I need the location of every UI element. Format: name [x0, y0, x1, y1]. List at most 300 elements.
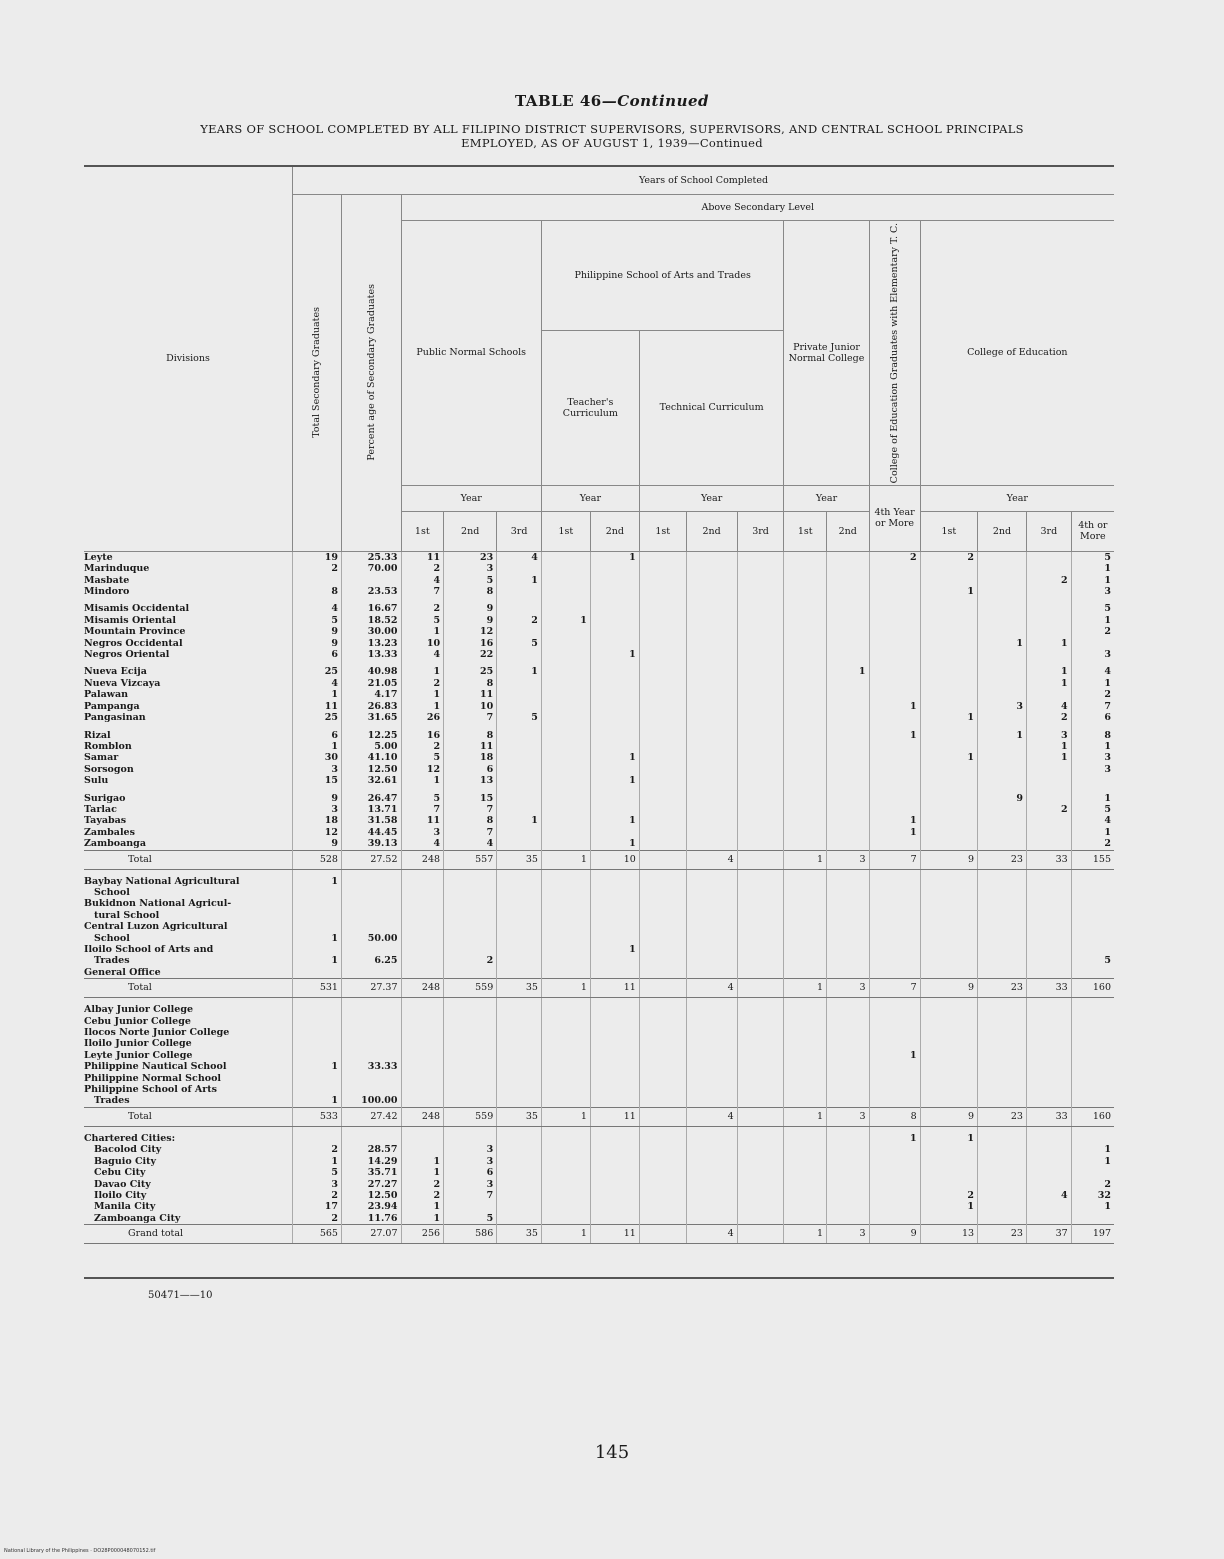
table-cell: [686, 701, 737, 712]
technical-curriculum-header: Technical Curriculum: [639, 331, 784, 486]
table-cell: [978, 1201, 1027, 1212]
table-cell: [737, 898, 784, 909]
table-cell: [1071, 933, 1114, 944]
table-cell: [1026, 1156, 1071, 1167]
table-cell: [686, 741, 737, 752]
coe-graduates-header: College of Education Graduates with Elementary T. C.: [869, 220, 920, 485]
table-cell: 1: [784, 1107, 827, 1126]
table-cell: 12.25: [341, 730, 401, 741]
table-cell: [1026, 815, 1071, 826]
table-cell: [686, 666, 737, 677]
table-cell: [497, 678, 542, 689]
table-cell: [978, 649, 1027, 660]
table-cell: [827, 1133, 870, 1144]
table-cell: [869, 1213, 920, 1225]
table-cell: [978, 827, 1027, 838]
table-cell: [1026, 551, 1071, 563]
table-cell: [686, 626, 737, 637]
table-cell: 1: [869, 730, 920, 741]
table-cell: [590, 666, 639, 677]
table-cell: 4: [293, 678, 342, 689]
table-cell: [784, 1213, 827, 1225]
table-cell: 1: [590, 775, 639, 786]
table-cell: 2: [293, 1213, 342, 1225]
table-cell: [497, 775, 542, 786]
table-cell: [869, 1179, 920, 1190]
table-cell: [686, 1179, 737, 1190]
table-cell: [827, 1061, 870, 1072]
row-label: Pampanga: [84, 700, 140, 712]
row-label: Manila City: [94, 1201, 156, 1213]
table-cell: 1: [401, 1156, 444, 1167]
table-row: [84, 752, 1114, 763]
table-cell: [827, 1004, 870, 1015]
table-cell: [341, 1038, 401, 1049]
row-label: Total: [84, 850, 293, 869]
table-cell: 1: [920, 1201, 977, 1212]
table-cell: [920, 1156, 977, 1167]
table-cell: [686, 1190, 737, 1201]
row-label: Bacolod City: [94, 1144, 162, 1156]
table-cell: [444, 1050, 497, 1061]
table-cell: 4: [1026, 1190, 1071, 1201]
table-cell: [341, 1073, 401, 1084]
table-cell: [737, 712, 784, 723]
table-cell: [639, 793, 686, 804]
table-cell: [401, 1016, 444, 1027]
table-cell: [737, 876, 784, 887]
table-cell: [784, 741, 827, 752]
table-row: [84, 1156, 1114, 1167]
table-cell: [1026, 1061, 1071, 1072]
table-cell: [1026, 764, 1071, 775]
table-cell: 8: [444, 730, 497, 741]
table-cell: [401, 1073, 444, 1084]
table-cell: [978, 876, 1027, 887]
table-cell: 9: [920, 850, 977, 869]
table-cell: [686, 712, 737, 723]
table-cell: [1071, 1084, 1114, 1095]
table-cell: [497, 838, 542, 850]
table-cell: 4.17: [341, 689, 401, 700]
table-cell: [784, 626, 827, 637]
table-cell: [827, 1016, 870, 1027]
table-cell: [1071, 775, 1114, 786]
total-row: [84, 850, 1114, 869]
psat-header: Philippine School of Arts and Trades: [541, 220, 784, 331]
table-cell: [639, 838, 686, 850]
table-cell: [1071, 967, 1114, 979]
table-cell: [827, 921, 870, 932]
table-cell: [590, 1061, 639, 1072]
table-cell: 4: [293, 603, 342, 614]
table-cell: [784, 666, 827, 677]
table-row: [84, 898, 1114, 909]
table-cell: [737, 575, 784, 586]
table-title: TABLE 46—Continued: [514, 92, 710, 110]
table-cell: [827, 898, 870, 909]
table-cell: [444, 967, 497, 979]
table-cell: [686, 775, 737, 786]
row-label: Zamboanga: [84, 838, 146, 850]
table-cell: [737, 1027, 784, 1038]
table-row: [84, 575, 1114, 586]
row-label: Misamis Occidental: [84, 603, 190, 615]
table-cell: 1: [1071, 1144, 1114, 1155]
table-cell: 15: [444, 793, 497, 804]
row-label: Iloilo Junior College: [84, 1038, 192, 1050]
table-cell: [827, 955, 870, 966]
table-cell: [686, 933, 737, 944]
table-cell: [497, 804, 542, 815]
table-cell: [1071, 921, 1114, 932]
table-cell: 5: [1071, 955, 1114, 966]
table-cell: [590, 827, 639, 838]
table-cell: 27.37: [341, 979, 401, 998]
table-cell: [784, 876, 827, 887]
college-of-education-header: College of Education: [920, 220, 1114, 485]
table-cell: [401, 1038, 444, 1049]
table-cell: [541, 1190, 590, 1201]
table-row: [84, 1144, 1114, 1155]
table-cell: [869, 838, 920, 850]
table-cell: 3: [444, 563, 497, 574]
table-body: [84, 551, 1114, 1243]
table-cell: [590, 1190, 639, 1201]
table-cell: [784, 1050, 827, 1061]
table-cell: [444, 1004, 497, 1015]
table-cell: [784, 1179, 827, 1190]
table-cell: 13.33: [341, 649, 401, 660]
table-cell: [639, 979, 686, 998]
table-cell: [541, 603, 590, 614]
table-cell: [541, 701, 590, 712]
table-row: [84, 666, 1114, 677]
table-cell: 11: [590, 1107, 639, 1126]
table-cell: [590, 603, 639, 614]
table-cell: 22: [444, 649, 497, 660]
table-cell: [784, 898, 827, 909]
table-cell: 3: [1071, 764, 1114, 775]
table-cell: 10: [401, 638, 444, 649]
table-cell: 7: [1071, 701, 1114, 712]
table-cell: [639, 1004, 686, 1015]
table-cell: 3: [444, 1179, 497, 1190]
table-cell: 1: [784, 850, 827, 869]
table-cell: 3: [444, 1144, 497, 1155]
table-cell: [1071, 944, 1114, 955]
table-cell: 9: [293, 793, 342, 804]
table-cell: 1: [293, 876, 342, 887]
table-cell: [827, 575, 870, 586]
table-cell: 2: [444, 955, 497, 966]
table-cell: 7: [444, 712, 497, 723]
table-cell: [444, 1084, 497, 1095]
table-cell: [1071, 1050, 1114, 1061]
table-cell: [686, 603, 737, 614]
table-cell: 4: [686, 850, 737, 869]
years-completed-header: Years of School Completed: [293, 166, 1114, 194]
table-cell: 1: [1026, 638, 1071, 649]
table-cell: [784, 933, 827, 944]
table-cell: [1026, 1179, 1071, 1190]
table-cell: [920, 1016, 977, 1027]
table-cell: [590, 1073, 639, 1084]
table-cell: [978, 804, 1027, 815]
table-cell: 4: [497, 551, 542, 563]
table-cell: 1: [541, 979, 590, 998]
table-cell: 13: [444, 775, 497, 786]
table-cell: [827, 678, 870, 689]
table-cell: [497, 1213, 542, 1225]
table-cell: [827, 638, 870, 649]
table-cell: 33.33: [341, 1061, 401, 1072]
col-2nd: 2nd: [590, 511, 639, 551]
year-header: Year: [541, 485, 639, 511]
table-cell: [869, 666, 920, 677]
table-cell: 9: [293, 626, 342, 637]
table-cell: [827, 615, 870, 626]
table-cell: [920, 793, 977, 804]
table-cell: [827, 1179, 870, 1190]
col-4th-or-more: 4th or More: [1071, 511, 1114, 551]
table-cell: 25: [444, 666, 497, 677]
table-cell: [784, 921, 827, 932]
table-cell: [784, 1133, 827, 1144]
table-cell: [978, 815, 1027, 826]
table-cell: [737, 1167, 784, 1178]
table-cell: 4: [1026, 701, 1071, 712]
table-cell: [590, 1213, 639, 1225]
table-cell: [639, 1061, 686, 1072]
table-cell: [1026, 1038, 1071, 1049]
table-cell: 2: [1026, 804, 1071, 815]
table-cell: [541, 1167, 590, 1178]
table-cell: [639, 563, 686, 574]
table-row: [84, 649, 1114, 660]
table-cell: [1071, 1061, 1114, 1072]
table-cell: [869, 741, 920, 752]
table-cell: [827, 730, 870, 741]
table-cell: 5: [497, 712, 542, 723]
table-cell: [978, 1027, 1027, 1038]
table-cell: [784, 1156, 827, 1167]
table-cell: 100.00: [341, 1095, 401, 1107]
table-cell: [1026, 898, 1071, 909]
table-cell: [784, 1201, 827, 1212]
table-cell: [497, 1016, 542, 1027]
table-row: [84, 921, 1114, 932]
table-cell: [1026, 910, 1071, 921]
table-cell: 6: [444, 1167, 497, 1178]
table-cell: 1: [1071, 615, 1114, 626]
subtitle-line-1: YEARS OF SCHOOL COMPLETED BY ALL FILIPINO DISTRICT SUPERVISORS, SUPERVISORS, AND CENTRAL SCHOOL PRINCIPALS: [200, 122, 1024, 136]
table-cell: [978, 575, 1027, 586]
table-cell: 586: [444, 1225, 497, 1244]
table-cell: [920, 815, 977, 826]
table-cell: 256: [401, 1225, 444, 1244]
table-cell: 23: [978, 850, 1027, 869]
table-cell: [827, 712, 870, 723]
table-cell: [737, 615, 784, 626]
table-cell: [869, 1201, 920, 1212]
table-cell: [497, 764, 542, 775]
table-cell: 1: [827, 666, 870, 677]
table-cell: [686, 1201, 737, 1212]
table-cell: [497, 1179, 542, 1190]
table-cell: 7: [444, 827, 497, 838]
table-cell: 4: [686, 1107, 737, 1126]
table-cell: [639, 827, 686, 838]
row-label: Mountain Province: [84, 626, 186, 638]
table-cell: 1: [497, 815, 542, 826]
total-row: [84, 979, 1114, 998]
table-cell: [784, 804, 827, 815]
table-cell: 21.05: [341, 678, 401, 689]
table-cell: [920, 775, 977, 786]
table-cell: 4: [686, 1225, 737, 1244]
table-cell: 26: [401, 712, 444, 723]
table-cell: [444, 1073, 497, 1084]
table-cell: [401, 955, 444, 966]
table-cell: [590, 1027, 639, 1038]
table-cell: 33: [1026, 979, 1071, 998]
table-cell: [639, 638, 686, 649]
table-cell: 1: [541, 1225, 590, 1244]
table-cell: 23: [978, 1107, 1027, 1126]
table-row: [84, 1201, 1114, 1212]
table-cell: [784, 967, 827, 979]
table-cell: [639, 1050, 686, 1061]
table-row: [84, 678, 1114, 689]
table-cell: 1: [1071, 575, 1114, 586]
table-cell: [497, 967, 542, 979]
table-cell: 11: [590, 979, 639, 998]
table-cell: [737, 689, 784, 700]
table-cell: [784, 1073, 827, 1084]
table-cell: [541, 752, 590, 763]
table-cell: [541, 1027, 590, 1038]
table-cell: [978, 689, 1027, 700]
table-cell: [920, 1167, 977, 1178]
table-row: [84, 793, 1114, 804]
table-cell: [293, 898, 342, 909]
table-cell: [784, 551, 827, 563]
table-cell: [784, 827, 827, 838]
table-cell: [869, 1016, 920, 1027]
table-cell: [737, 910, 784, 921]
table-cell: [737, 638, 784, 649]
table-cell: [978, 1038, 1027, 1049]
table-cell: [737, 1038, 784, 1049]
table-cell: [686, 1095, 737, 1107]
table-cell: [497, 586, 542, 597]
table-cell: [737, 701, 784, 712]
table-cell: [497, 1133, 542, 1144]
table-cell: 25: [293, 666, 342, 677]
table-cell: [978, 1213, 1027, 1225]
table-cell: [784, 1061, 827, 1072]
col-2nd: 2nd: [686, 511, 737, 551]
table-cell: 5: [444, 1213, 497, 1225]
table-cell: 9: [920, 1107, 977, 1126]
table-cell: 11: [401, 815, 444, 826]
table-cell: [920, 626, 977, 637]
table-cell: [444, 921, 497, 932]
table-cell: [590, 898, 639, 909]
table-cell: 8: [444, 678, 497, 689]
table-cell: 2: [401, 603, 444, 614]
table-cell: [686, 563, 737, 574]
table-row: [84, 910, 1114, 921]
table-cell: [978, 741, 1027, 752]
table-cell: [541, 876, 590, 887]
row-label: Grand total: [84, 1225, 293, 1244]
table-cell: 11: [444, 689, 497, 700]
table-cell: [541, 793, 590, 804]
table-cell: 1: [1026, 741, 1071, 752]
table-cell: [920, 921, 977, 932]
row-label: Negros Occidental: [84, 637, 183, 649]
table-cell: 7: [869, 850, 920, 869]
table-cell: 31.58: [341, 815, 401, 826]
table-cell: [293, 1016, 342, 1027]
table-cell: [1071, 638, 1114, 649]
table-cell: [827, 876, 870, 887]
table-cell: [827, 944, 870, 955]
table-cell: [920, 689, 977, 700]
table-row: [84, 827, 1114, 838]
year-header: Year: [920, 485, 1114, 511]
table-cell: [639, 575, 686, 586]
table-cell: [497, 689, 542, 700]
table-cell: [590, 689, 639, 700]
table-cell: [686, 638, 737, 649]
table-cell: [293, 967, 342, 979]
table-cell: [541, 689, 590, 700]
row-label: Leyte Junior College: [84, 1049, 193, 1061]
table-cell: [497, 1038, 542, 1049]
table-cell: 35: [497, 1225, 542, 1244]
table-cell: 4: [444, 838, 497, 850]
table-cell: [737, 1144, 784, 1155]
table-cell: [686, 649, 737, 660]
table-cell: [920, 944, 977, 955]
row-label: Ilocos Norte Junior College: [84, 1027, 230, 1039]
table-cell: 3: [827, 1107, 870, 1126]
table-cell: 26.83: [341, 701, 401, 712]
col-3rd: 3rd: [1026, 511, 1071, 551]
table-cell: [978, 838, 1027, 850]
table-cell: [639, 1133, 686, 1144]
row-label: Albay Junior College: [84, 1004, 194, 1016]
table-row: [84, 1073, 1114, 1084]
table-cell: [920, 1084, 977, 1095]
table-cell: [737, 551, 784, 563]
table-cell: 1: [978, 638, 1027, 649]
table-cell: [639, 752, 686, 763]
table-cell: [639, 1038, 686, 1049]
table-cell: 3: [401, 827, 444, 838]
table-cell: [686, 1016, 737, 1027]
table-row: [84, 638, 1114, 649]
table-cell: [869, 689, 920, 700]
table-cell: [1026, 1213, 1071, 1225]
table-cell: [541, 764, 590, 775]
table-cell: [737, 967, 784, 979]
row-label: Iloilo School of Arts and: [84, 944, 214, 955]
table-cell: [869, 1027, 920, 1038]
